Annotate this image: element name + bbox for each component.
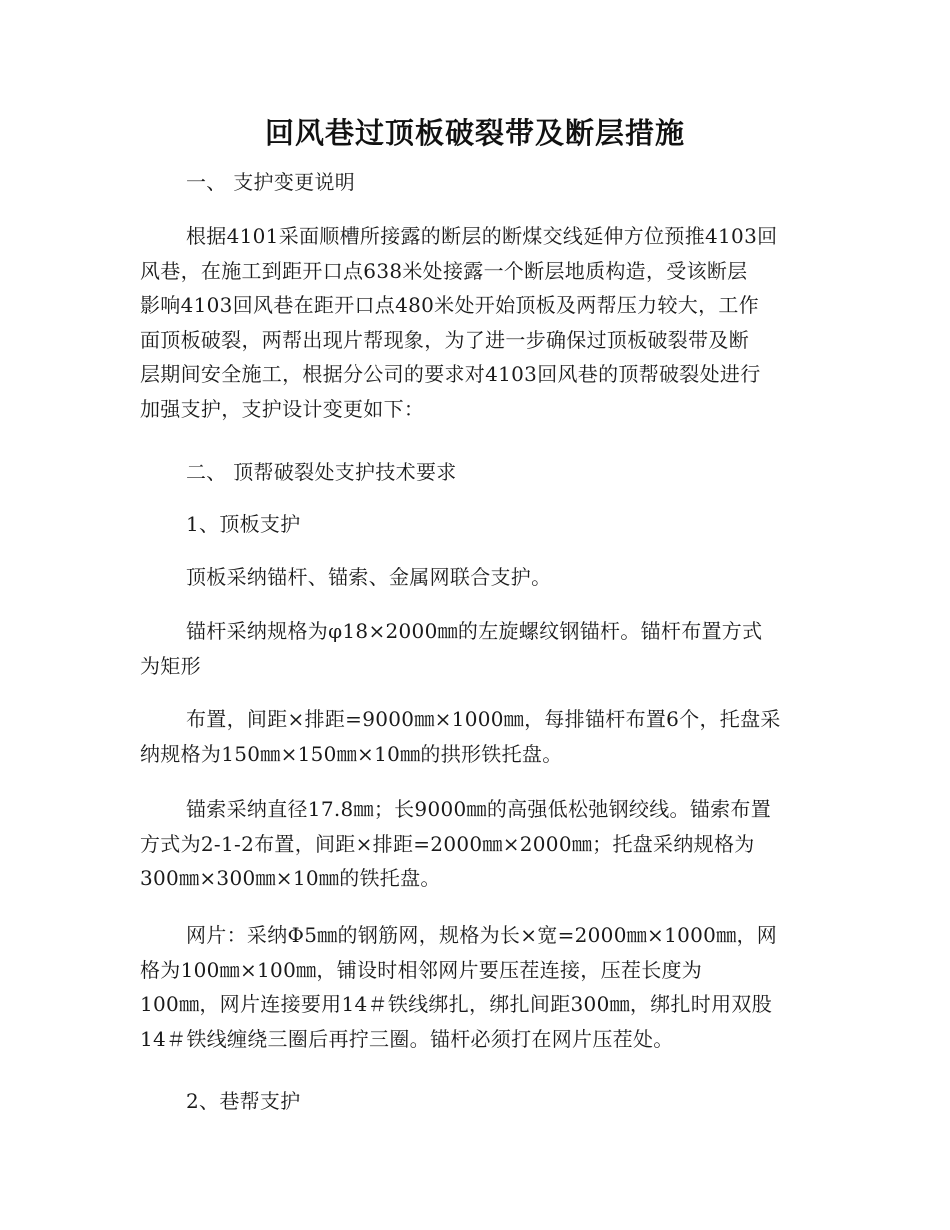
paragraph-line: 层期间安全施工，根据分公司的要求对4103回风巷的顶帮破裂处进行	[140, 362, 761, 386]
paragraph-change-description	[140, 219, 812, 426]
paragraph-line: 顶板采纳锚杆、锚索、金属网联合支护。	[186, 565, 552, 589]
paragraph-line: 100㎜，网片连接要用14＃铁线绑扎，绑扎间距300㎜，绑扎时用双股	[140, 992, 772, 1016]
paragraph-line: 面顶板破裂，两帮出现片帮现象，为了进一步确保过顶板破裂带及断	[140, 327, 749, 352]
subheading-rib-support	[140, 1084, 812, 1119]
section-heading-2	[140, 455, 812, 490]
paragraph-bolt-spec	[140, 614, 812, 683]
paragraph-line: 风巷，在施工到距开口点638米处接露一个断层地质构造，受该断层	[140, 258, 748, 283]
paragraph-line: 布置，间距×排距=9000㎜×1000㎜，每排锚杆布置6个，托盘采	[186, 707, 781, 731]
paragraph-line: 加强支护，支护设计变更如下：	[140, 396, 425, 421]
section-heading-1	[140, 165, 812, 200]
document-title: 回风巷过顶板破裂带及断层措施	[264, 116, 685, 150]
paragraph-line: 格为100㎜×100㎜，铺设时相邻网片要压茬连接，压茬长度为	[140, 957, 703, 982]
paragraph-mesh-spec	[140, 918, 812, 1056]
paragraph-line: 14＃铁线缠绕三圈后再拧三圈。锚杆必须打在网片压茬处。	[140, 1026, 674, 1051]
paragraph-line: 网片：采纳Φ5㎜的钢筋网，规格为长×宽=2000㎜×1000㎜，网	[186, 923, 778, 947]
paragraph-line: 为矩形	[140, 653, 201, 678]
paragraph-line: 300㎜×300㎜×10㎜的铁托盘。	[140, 866, 441, 890]
paragraph-line: 锚索采纳直径17.8㎜；长9000㎜的高强低松弛钢绞线。锚索布置	[186, 797, 772, 821]
paragraph-line: 根据4101采面顺槽所接露的断层的断煤交线延伸方位预推4103回	[186, 224, 778, 248]
paragraph-bolt-layout	[140, 702, 812, 771]
section-heading-text: 一、 支护变更说明	[186, 170, 356, 194]
paragraph-cable-spec	[140, 792, 812, 896]
paragraph-line: 方式为2-1-2布置，间距×排距=2000㎜×2000㎜；托盘采纳规格为	[140, 831, 755, 856]
paragraph-roof-method	[140, 560, 812, 595]
paragraph-line: 锚杆采纳规格为φ18×2000㎜的左旋螺纹钢锚杆。锚杆布置方式	[186, 619, 763, 643]
section-heading-text: 二、 顶帮破裂处支护技术要求	[186, 460, 457, 484]
subheading-roof-support	[140, 507, 812, 542]
paragraph-line: 纳规格为150㎜×150㎜×10㎜的拱形铁托盘。	[140, 741, 563, 766]
paragraph-line: 影响4103回风巷在距开口点480米处开始顶板及两帮压力较大，工作	[140, 293, 759, 317]
subheading-text: 2、巷帮支护	[186, 1089, 301, 1113]
subheading-text: 1、顶板支护	[186, 512, 301, 536]
